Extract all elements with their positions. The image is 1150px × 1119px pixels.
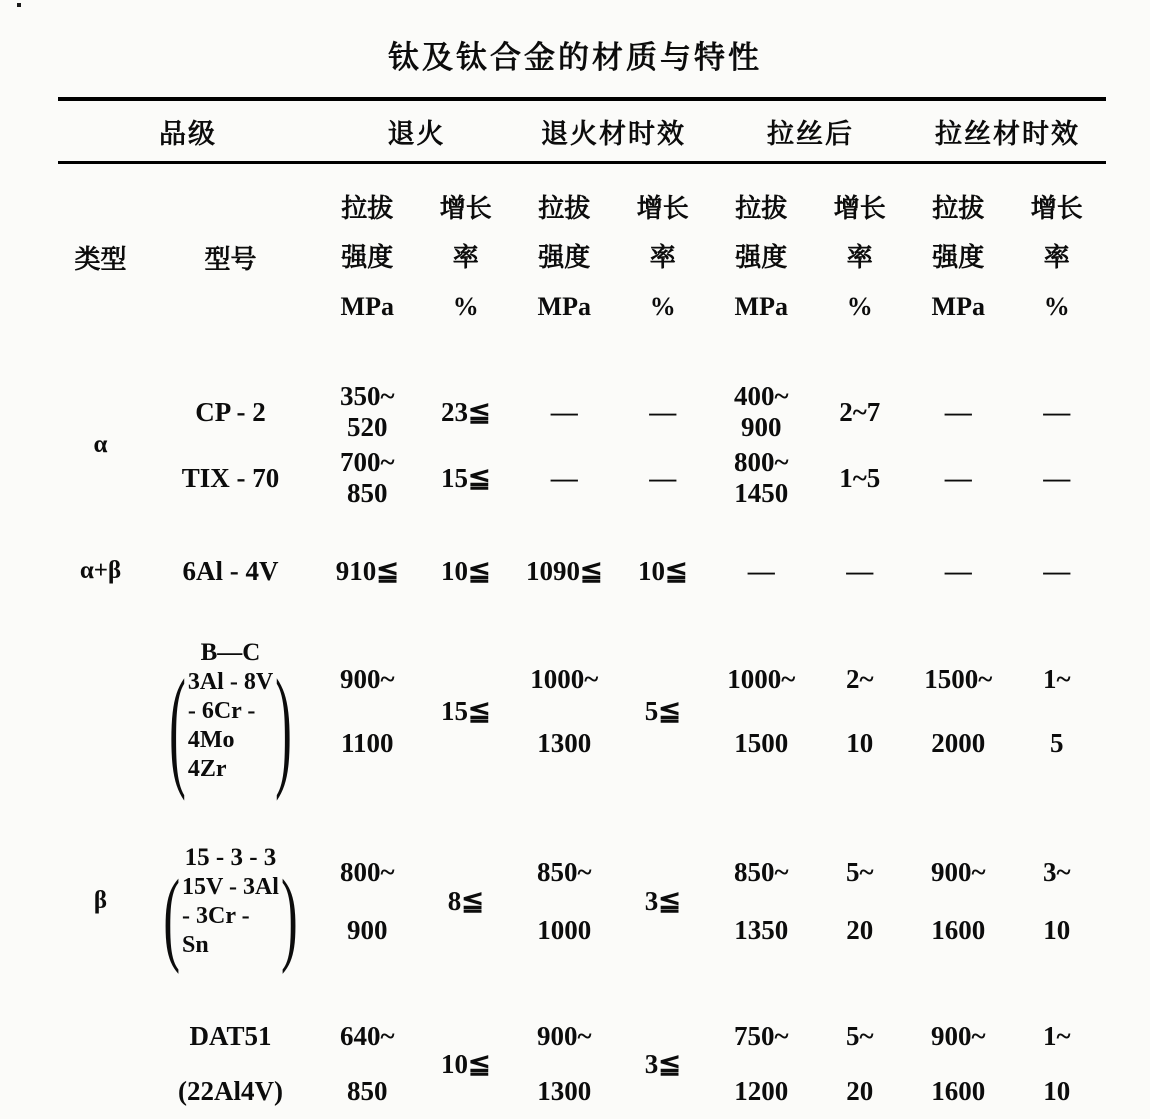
header-drawn-elong: 增长 率 % — [833, 193, 886, 321]
type-cell — [58, 625, 143, 797]
cell-drawn-aged-elong: — — [1043, 462, 1071, 493]
model-cell — [143, 833, 318, 975]
cell-drawn-aged-elong: 1~ 10 — [1042, 1021, 1071, 1106]
cell-drawn-elong: 5~ 20 — [845, 857, 874, 945]
type-cell: α+β — [79, 557, 122, 584]
model-head: 15 - 3 - 3 — [184, 843, 277, 871]
cell-drawn-elong: 1~5 — [839, 462, 881, 493]
cell-drawn-aged-strength: 900~ 1600 — [930, 1021, 986, 1106]
right-paren: ) — [275, 650, 292, 802]
table-row-dat51 — [58, 1009, 1106, 1117]
cell-drawn-aged-elong: 3~ 10 — [1042, 857, 1071, 945]
model-cell: 6Al - 4V — [182, 555, 279, 586]
header-drawn-strength: 拉拔 强度 MPa — [734, 193, 788, 321]
cell-drawn-strength: 400~ 900 — [733, 381, 789, 442]
document-title: 钛及钛合金的材质与特性 — [388, 40, 762, 75]
header-annealed-aged: 退火材时效 — [541, 118, 686, 149]
table-row-alpha-beta — [58, 549, 1106, 593]
cell-drawn-aged-strength: — — [944, 462, 972, 493]
cell-annealed-elong: 10≦ — [440, 1048, 491, 1079]
cell-drawn-elong: 2~ 10 — [845, 664, 874, 758]
cell-annealed-aged-elong: — — [649, 396, 677, 427]
cell-drawn-aged-elong: 1~ 5 — [1042, 664, 1071, 758]
cell-drawn-elong: 2~7 — [839, 396, 881, 427]
header-annealed: 退火 — [387, 118, 446, 149]
group-header-row — [58, 101, 1106, 161]
cell-drawn-aged-strength: — — [944, 396, 972, 427]
header-annealed-aged-elong: 增长 率 % — [636, 193, 689, 321]
model-cell — [143, 625, 318, 802]
cell-annealed-aged-elong: 3≦ — [644, 1048, 681, 1079]
type-cell: β — [93, 887, 108, 914]
cell-annealed-aged-strength: 1000~ 1300 — [530, 664, 599, 758]
right-paren: ) — [280, 857, 298, 975]
cell-annealed-aged-elong: 10≦ — [637, 555, 688, 586]
cell-annealed-aged-strength: 850~ 1000 — [536, 857, 592, 945]
cell-annealed-strength: 910≦ — [335, 555, 399, 586]
cell-annealed-elong: 15≦ — [440, 696, 491, 726]
cell-annealed-strength: 640~ 850 — [339, 1021, 395, 1106]
cell-annealed-elong: 23≦ — [440, 396, 491, 427]
cell-annealed-strength: 700~ 850 — [339, 447, 395, 508]
alloy-formula-bracket: ( 3Al - 8V - 6Cr - 4Mo 4Zr ) — [169, 650, 292, 802]
cell-drawn-elong: — — [846, 555, 874, 586]
cell-annealed-aged-elong: 3≦ — [644, 886, 681, 916]
cell-drawn-aged-strength: 900~ 1600 — [930, 857, 986, 945]
table-row-bc — [58, 625, 1106, 802]
cell-annealed-strength: 800~ 900 — [339, 857, 395, 945]
header-annealed-elong: 增长 率 % — [439, 193, 492, 321]
cell-drawn-strength: 750~ 1200 — [733, 1021, 789, 1106]
header-drawn-aged: 拉丝材时效 — [935, 118, 1080, 149]
left-paren: ( — [169, 650, 186, 802]
model-cell: DAT51 (22Al4V) — [178, 1021, 283, 1106]
header-drawn-aged-strength: 拉拔 强度 MPa — [931, 193, 985, 321]
cell-drawn-aged-strength: 1500~ 2000 — [924, 664, 993, 758]
header-type: 类型 — [74, 244, 127, 274]
cell-drawn-elong: 5~ 20 — [845, 1021, 874, 1106]
cell-drawn-strength: 850~ 1350 — [733, 857, 789, 945]
cell-annealed-strength: 900~ 1100 — [339, 664, 395, 758]
cell-annealed-strength: 350~ 520 — [339, 381, 395, 442]
cell-annealed-aged-strength: 900~ 1300 — [536, 1021, 592, 1106]
cell-drawn-strength: 1000~ 1500 — [727, 664, 796, 758]
alloy-formula-bracket: ( 15V - 3Al - 3Cr - Sn ) — [163, 857, 298, 975]
table-row-alpha — [58, 379, 1106, 511]
cell-drawn-aged-strength: — — [944, 555, 972, 586]
cell-drawn-aged-elong: — — [1043, 396, 1071, 427]
cell-annealed-elong: 8≦ — [447, 886, 484, 916]
cell-annealed-aged-elong: — — [649, 462, 677, 493]
type-cell — [58, 1009, 143, 1119]
cell-annealed-aged-strength: — — [550, 462, 578, 493]
header-drawn-aged-elong: 增长 率 % — [1030, 193, 1083, 321]
sub-header-row — [58, 164, 1106, 355]
header-model: 型号 — [204, 244, 257, 274]
cell-annealed-elong: 15≦ — [440, 462, 491, 493]
model-cell: TIX - 70 — [181, 462, 280, 493]
header-drawn: 拉丝后 — [767, 118, 854, 149]
header-annealed-aged-strength: 拉拔 强度 MPa — [537, 193, 591, 321]
cell-annealed-aged-strength: 1090≦ — [525, 555, 603, 586]
header-grade: 品级 — [159, 118, 217, 149]
type-cell: α — [93, 431, 108, 458]
left-paren: ( — [163, 857, 181, 975]
cell-drawn-aged-elong: — — [1043, 555, 1071, 586]
header-annealed-strength: 拉拔 强度 MPa — [340, 193, 394, 321]
table-row-beta — [58, 833, 1106, 975]
scan-speck — [17, 3, 21, 7]
cell-annealed-elong: 10≦ — [440, 555, 491, 586]
model-cell: CP - 2 — [195, 396, 266, 427]
cell-drawn-strength: — — [747, 555, 775, 586]
cell-annealed-aged-elong: 5≦ — [644, 696, 681, 726]
cell-annealed-aged-strength: — — [550, 396, 578, 427]
cell-drawn-strength: 800~ 1450 — [733, 447, 789, 508]
model-head: B—C — [200, 639, 261, 666]
